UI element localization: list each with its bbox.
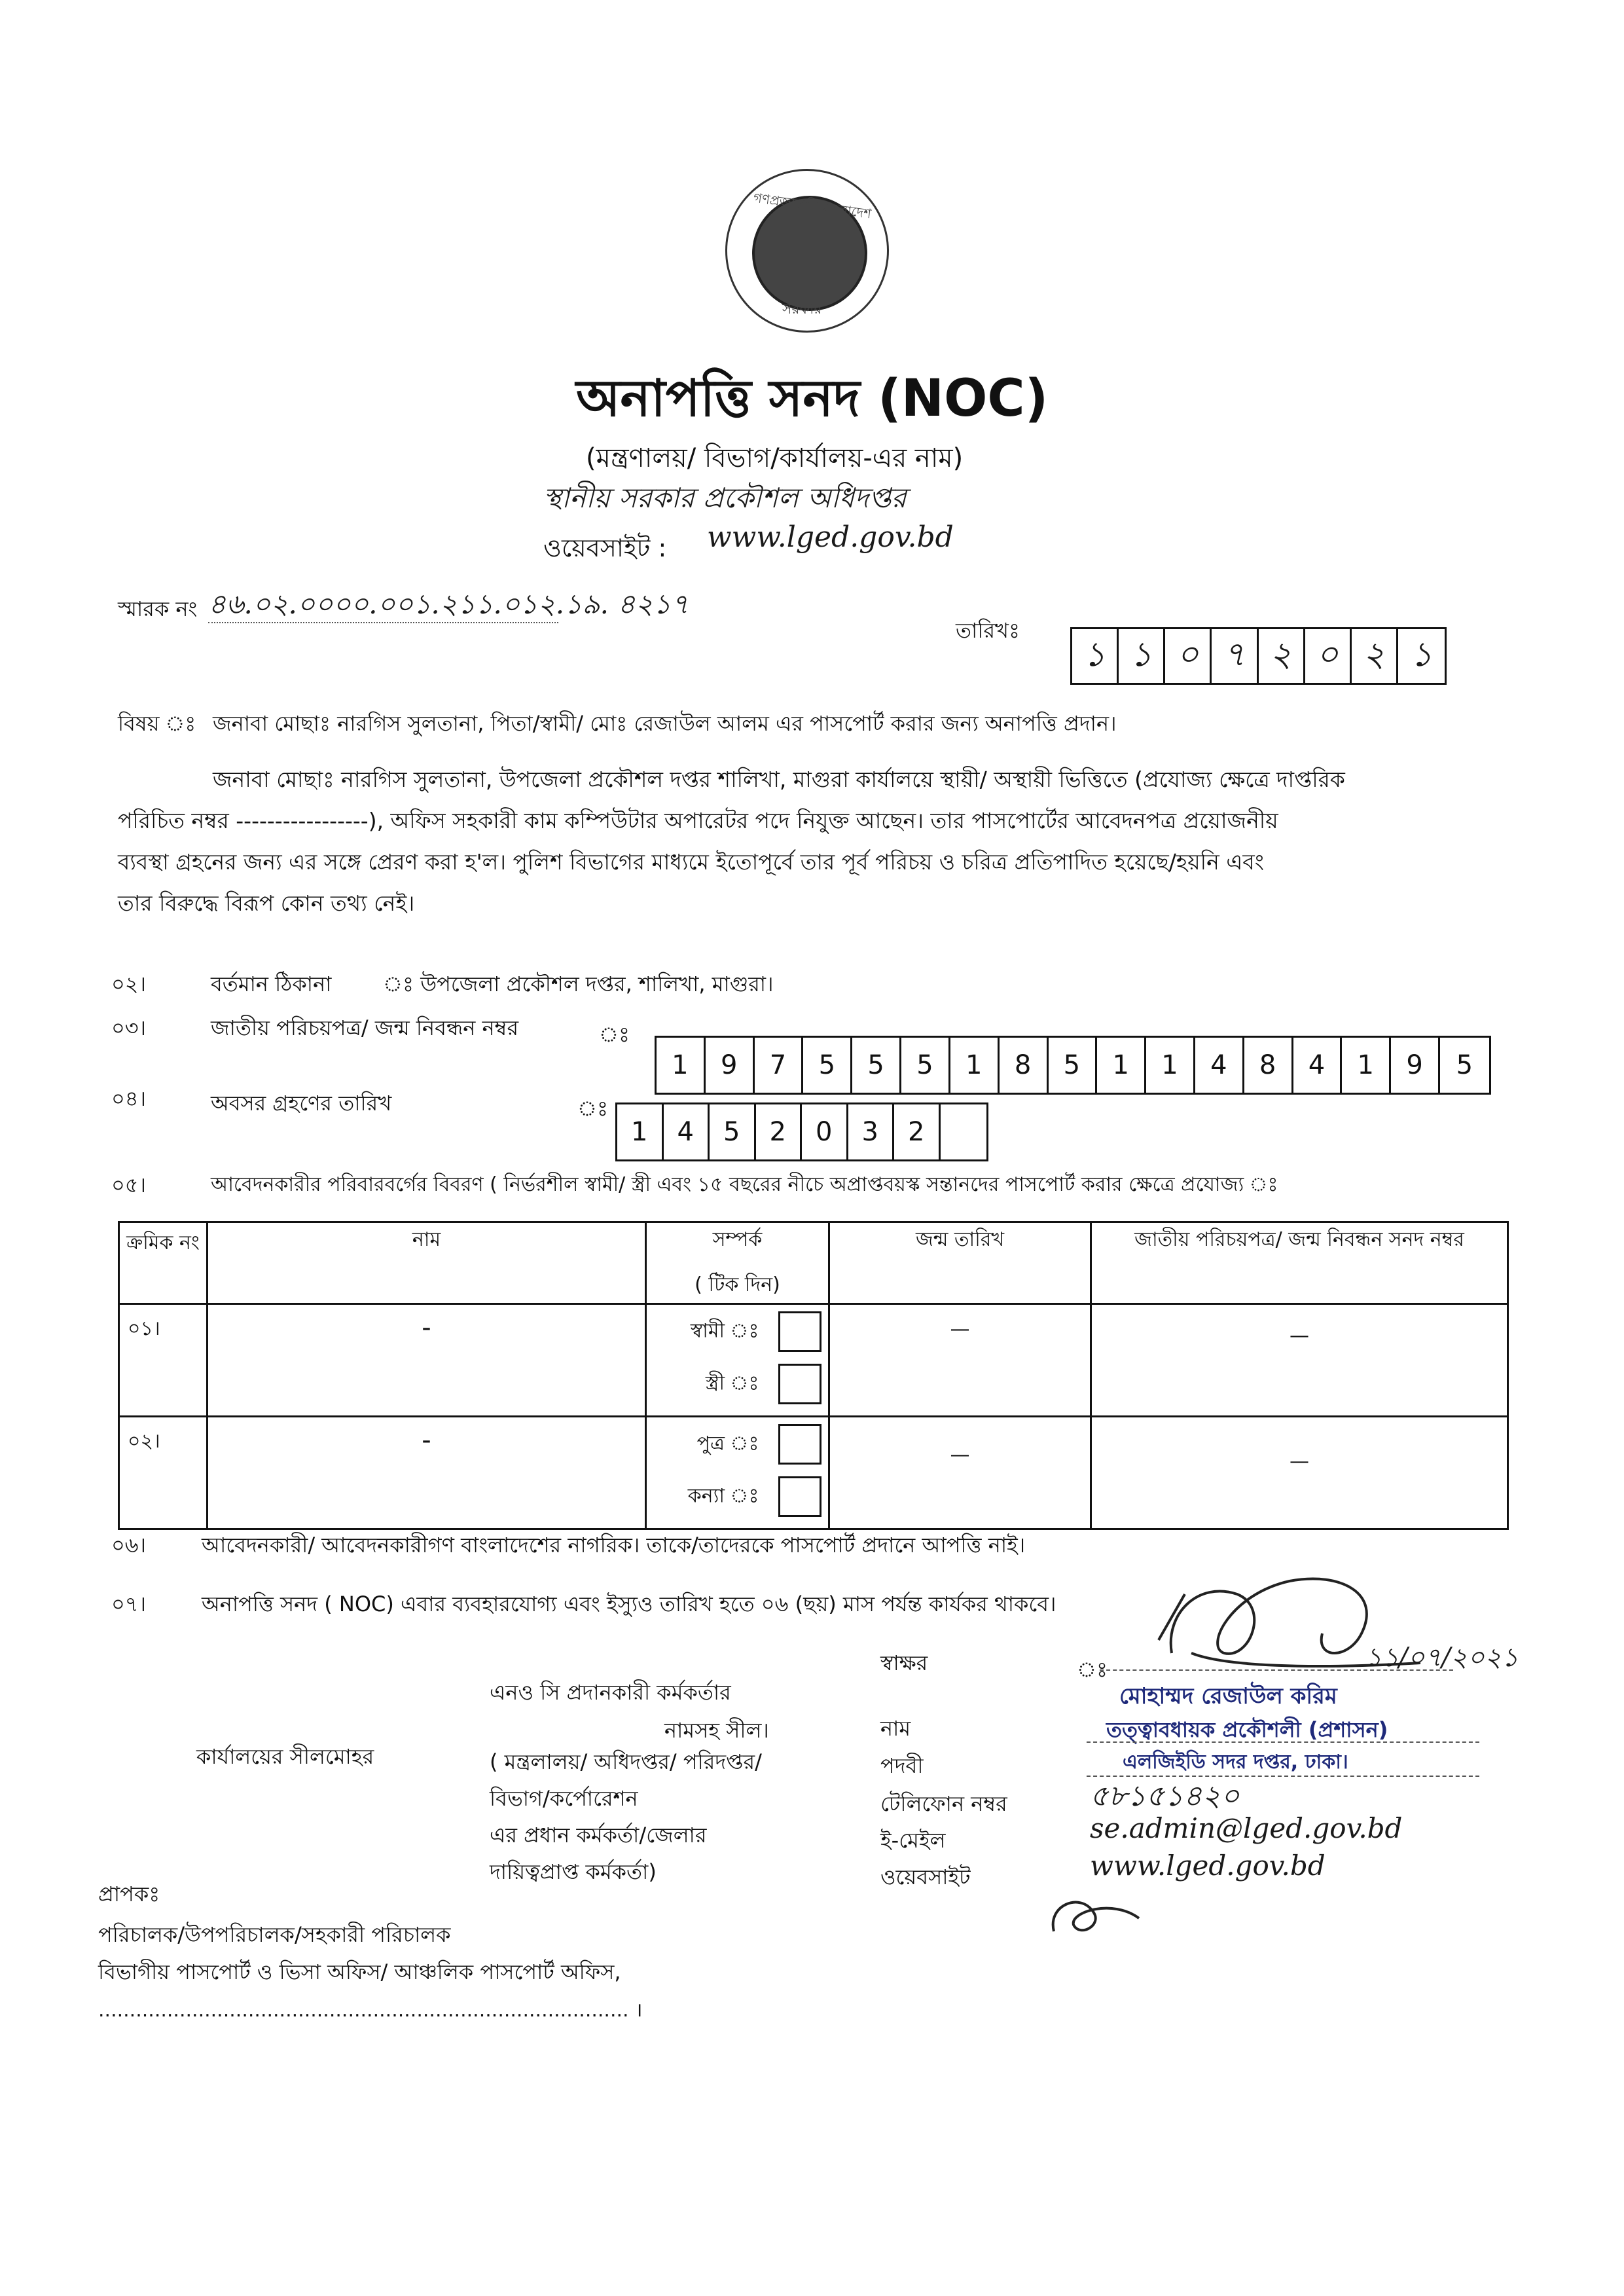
officer-line-3: ( মন্ত্রলালয়/ অধিদপ্তর/ পরিদপ্তর/ — [490, 1749, 762, 1774]
recipient-line-1: পরিচালক/উপপরিচালক/সহকারী পরিচালক — [98, 1922, 451, 1947]
recipient-label: প্রাপকঃ — [98, 1882, 160, 1906]
nid-digit-box: 1 — [1097, 1038, 1146, 1093]
nid-digit-box: 5 — [852, 1038, 901, 1093]
th-dob: জন্ম তারিখ — [829, 1222, 1091, 1304]
date-digit-box: ২ — [1259, 629, 1305, 683]
body-line-4: তার বিরুদ্ধে বিরূপ কোন তথ্য নেই। — [118, 890, 415, 916]
row2-name: - — [208, 1417, 646, 1529]
item02-number: ০২। — [111, 972, 147, 996]
th-name: নাম — [208, 1222, 646, 1304]
officer-line-6: দায়িত্বপ্রাপ্ত কর্মকর্তা) — [490, 1859, 657, 1884]
nid-digit-box: 9 — [706, 1038, 755, 1093]
seal-top-text: গণপ্রজাতন্ত্রী বাংলাদেশ — [752, 189, 873, 222]
item04-label: অবসর গ্রহণের তারিখ — [211, 1091, 392, 1116]
label-phone: টেলিফোন নম্বর — [880, 1791, 1007, 1816]
item02-label: বর্তমান ঠিকানা — [211, 972, 332, 996]
th-nid: জাতীয় পরিচয়পত্র/ জন্ম নিবন্ধন সনদ নম্বর — [1091, 1222, 1508, 1304]
row1-rel1-label: স্বামী ঃ — [690, 1319, 759, 1343]
label-designation: পদবী — [880, 1753, 924, 1778]
subject-label: বিষয় ঃ — [118, 711, 196, 736]
ministry-caption: (মন্ত্রণালয়/ বিভাগ/কার্যালয়-এর নাম) — [586, 443, 964, 473]
item07-number: ০৭। — [111, 1592, 147, 1616]
table-row — [119, 1304, 1508, 1417]
retirement-digit-box: 2 — [756, 1104, 803, 1159]
date-digit-box: ৭ — [1212, 629, 1258, 683]
nid-digit-box: 5 — [901, 1038, 950, 1093]
row2-dob: — — [829, 1417, 1091, 1529]
recipient-line-2: বিভাগীয় পাসপোর্ট ও ভিসা অফিস/ আঞ্চলিক পাসপোর্ট অফিস, — [98, 1959, 621, 1984]
sig-colon: ঃ — [1077, 1657, 1108, 1682]
memo-label: স্মারক নং — [118, 596, 198, 621]
th-relation-sub: ( টিক দিন) — [695, 1273, 780, 1296]
nid-digit-box: 5 — [1049, 1038, 1098, 1093]
subject-text: জনাবা মোছাঃ নারগিস সুলতানা, পিতা/স্বামী/ মোঃ রেজাউল আলম এর পাসপোর্ট করার জন্য অনাপত্তি প্রদান। — [213, 711, 1117, 736]
item02-value: ঃ উপজেলা প্রকৌশল দপ্তর, শালিখা, মাগুরা। — [383, 972, 774, 996]
retirement-digit-box: 1 — [617, 1104, 664, 1159]
nid-digit-box: 1 — [657, 1038, 706, 1093]
item06-number: ০৬। — [111, 1533, 147, 1558]
table-row — [119, 1417, 1508, 1529]
wife-checkbox[interactable] — [778, 1364, 821, 1404]
officer-line-1: এনও সি প্রদানকারী কর্মকর্তার — [490, 1680, 731, 1705]
date-digit-box: ১ — [1119, 629, 1165, 683]
item03-number: ০৩। — [111, 1015, 147, 1040]
date-digit-box: ০ — [1165, 629, 1212, 683]
row2-nid: — — [1091, 1417, 1508, 1529]
date-digit-box: ১ — [1410, 634, 1433, 674]
th-serial: ক্রমিক নং — [119, 1222, 208, 1304]
son-checkbox[interactable] — [778, 1424, 821, 1465]
retirement-digit-box: 2 — [894, 1104, 941, 1159]
date-digit-box: ০ — [1305, 629, 1352, 683]
nid-digit-box: 5 — [803, 1038, 852, 1093]
th-relation — [646, 1222, 829, 1304]
row2-rel2-label: কন্যা ঃ — [687, 1484, 759, 1508]
nid-digit-box: 9 — [1391, 1038, 1440, 1093]
nid-boxes — [655, 1036, 1491, 1095]
retirement-digit-box: 5 — [710, 1104, 756, 1159]
seal-bottom-text: সরকার — [782, 301, 822, 318]
nid-digit-box: 5 — [1456, 1050, 1473, 1080]
item05-number: ০৫। — [111, 1173, 147, 1197]
date-digit-box: ১ — [1072, 629, 1119, 683]
memo-value: ৪৬.০২.০০০০.০০১.২১১.০১২.১৯. ৪২১৭ — [208, 588, 689, 620]
label-website: ওয়েবসাইট — [880, 1865, 971, 1889]
nid-digit-box: 4 — [1195, 1038, 1244, 1093]
item07-text: অনাপত্তি সনদ ( NOC) এবার ব্যবহারযোগ্য এবং ইস্যুও তারিখ হতে ০৬ (ছয়) মাস পর্যন্ত কার্যকর থাকবে। — [202, 1592, 1056, 1616]
row1-nid: — — [1091, 1304, 1508, 1417]
nid-digit-box: 1 — [1342, 1038, 1391, 1093]
family-table — [118, 1221, 1509, 1530]
officer-line-4: বিভাগ/কর্পোরেশন — [490, 1786, 638, 1811]
row1-serial: ০১। — [119, 1304, 208, 1417]
item04-colon: ঃ — [577, 1096, 609, 1121]
recipient-dots: ..................................................................................... । — [98, 1999, 643, 2022]
website-label: ওয়েবসাইট : — [543, 534, 667, 562]
signature-date: ১১/০৭/২০২১ — [1365, 1643, 1519, 1673]
date-digit-box: ২ — [1352, 629, 1398, 683]
officer-line-5: এর প্রধান কর্মকর্তা/জেলার — [490, 1823, 707, 1848]
row2-rel1-label: পুত্র ঃ — [696, 1432, 759, 1455]
nid-digit-box: 8 — [1000, 1038, 1049, 1093]
retirement-digit-box: 4 — [664, 1104, 710, 1159]
item03-label: জাতীয় পরিচয়পত্র/ জন্ম নিবন্ধন নম্বর — [211, 1015, 519, 1040]
nid-digit-box: 7 — [755, 1038, 804, 1093]
officer-line-2: নামসহ সীল। — [664, 1718, 769, 1743]
office-seal-label: কার্যালয়ের সীলমোহর — [196, 1744, 374, 1769]
row2-relation — [646, 1417, 829, 1529]
website2-handwritten: www.lged.gov.bd — [1090, 1850, 1326, 1882]
stamp-designation: তত্ত্বাবধায়ক প্রকৌশলী (প্রশাসন) — [1106, 1717, 1388, 1742]
nid-digit-box: 1 — [950, 1038, 1000, 1093]
retirement-digit-box: 3 — [848, 1104, 895, 1159]
website-handwritten: www.lged.gov.bd — [707, 520, 954, 554]
label-name: নাম — [880, 1716, 911, 1741]
daughter-checkbox[interactable] — [778, 1476, 821, 1517]
retirement-digit-box — [941, 1104, 987, 1159]
item06-text: আবেদনকারী/ আবেদনকারীগণ বাংলাদেশের নাগরিক। তাকে/তাদেরকে পাসপোর্ট প্রদানে আপত্তি নাই। — [202, 1533, 1026, 1558]
item03-colon: ঃ — [599, 1022, 630, 1047]
initials-scribble — [1041, 1886, 1146, 1944]
date-boxes — [1070, 627, 1447, 685]
nid-digit-box: 1 — [1146, 1038, 1195, 1093]
label-email: ই-মেইল — [880, 1828, 946, 1853]
body-line-2: পরিচিত নম্বর -----------------), অফিস সহকারী কাম কম্পিউটার অপারেটর পদে নিযুক্ত আছেন। তার পাসপোর্টের আবেদনপত্র প্রয়োজনীয় — [118, 808, 1278, 833]
body-line-1: জনাবা মোছাঃ নারগিস সুলতানা, উপজেলা প্রকৌশল দপ্তর শালিখা, মাগুরা কার্যালয়ে স্থায়ী/ অস্থায়ী ভিত্তিতে (প্রযোজ্য ক্ষেত্রে দাপ্তরিক — [213, 767, 1345, 792]
ministry-handwritten: স্থানীয় সরকার প্রকৌশল অধিদপ্তর — [543, 482, 907, 514]
phone-handwritten: ৫৮১৫১৪২০ — [1090, 1779, 1240, 1813]
row1-relation — [646, 1304, 829, 1417]
stamp-office: এলজিইডি সদর দপ্তর, ঢাকা। — [1123, 1751, 1348, 1774]
email-handwritten: se.admin@lged.gov.bd — [1090, 1812, 1403, 1844]
retirement-date-boxes — [615, 1102, 988, 1161]
body-line-3: ব্যবস্থা গ্রহনের জন্য এর সঙ্গে প্রেরণ করা হ'ল। পুলিশ বিভাগের মাধ্যমে ইতোপূর্বে তার পূর্ব পরিচয় ও চরিত্র প্রতিপাদিত হয়েছে/হয়নি এবং — [118, 849, 1264, 875]
retirement-digit-box: 0 — [802, 1104, 848, 1159]
stamp-name: মোহাম্মদ রেজাউল করিম — [1119, 1683, 1337, 1709]
row2-serial: ০২। — [119, 1417, 208, 1529]
husband-checkbox[interactable] — [778, 1311, 821, 1352]
date-label: তারিখঃ — [956, 618, 1020, 643]
item05-text: আবেদনকারীর পরিবারবর্গের বিবরণ ( নির্ভরশীল স্বামী/ স্ত্রী এবং ১৫ বছরের নীচে অপ্রাপ্তবয়স্ক সন্তানদের পাসপোর্ট করার ক্ষেত্রে প্রযোজ্য ঃ — [211, 1173, 1278, 1196]
nid-digit-box: 8 — [1244, 1038, 1293, 1093]
nid-digit-box: 4 — [1293, 1038, 1343, 1093]
row1-name: - — [208, 1304, 646, 1417]
row1-dob: — — [829, 1304, 1091, 1417]
item04-number: ০৪। — [111, 1086, 147, 1111]
label-signature: স্বাক্ষর — [880, 1650, 928, 1675]
page-title: অনাপত্তি সনদ (NOC) — [576, 369, 1049, 428]
th-relation-label: সম্পর্ক — [712, 1228, 763, 1251]
row1-rel2-label: স্ত্রী ঃ — [705, 1372, 759, 1395]
